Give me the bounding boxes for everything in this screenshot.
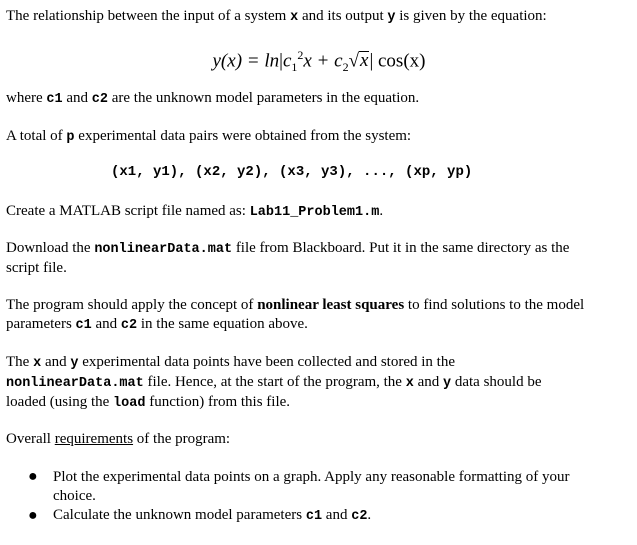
requirement-item-calculate: Calculate the unknown model parameters c1 and c2. [53,507,372,524]
requirements-heading: Overall requirements of the program: [6,431,231,447]
create-script-paragraph: Create a MATLAB script file named as: Lab11_Problem1.m. [6,203,384,220]
requirement-item-plot: Plot the experimental data points on a graph. Apply any reasonable formatting of your choice. [53,469,570,504]
model-equation: $y(x) = \ln|c_1^2x + c_2√x|$ cos(x) [212,48,426,75]
intro-paragraph: The relationship between the input of a system x and its output y is given by the equation: [6,8,547,25]
bullet-dot-2: ● [28,507,38,524]
bullet-dot-1: ● [28,468,38,485]
data-pairs-list: (x1, y1), (x2, y2), (x3, y3), ..., (xp, yp) [111,164,473,180]
nonlinear-least-squares-paragraph: The program should apply the concept of nonlinear least squares to find solutions to the model parameters c1 and c2 in the same equation above. [6,297,585,333]
data-filename: nonlinearData.mat [94,242,233,257]
parameters-paragraph: where c1 and c2 are the unknown model parameters in the equation. [6,90,420,107]
download-paragraph: Download the nonlinearData.mat file from Blackboard. Put it in the same directory as the script file. [6,240,570,276]
script-filename: Lab11_Problem1.m [249,205,380,220]
data-pairs-intro: A total of p experimental data pairs were obtained from the system: [6,128,412,145]
data-loading-paragraph: The x and y experimental data points have been collected and stored in the nonlinearData.mat file. Hence, at the start of the program, the x and y data should be loaded (using the load function) from this file. [6,354,542,411]
